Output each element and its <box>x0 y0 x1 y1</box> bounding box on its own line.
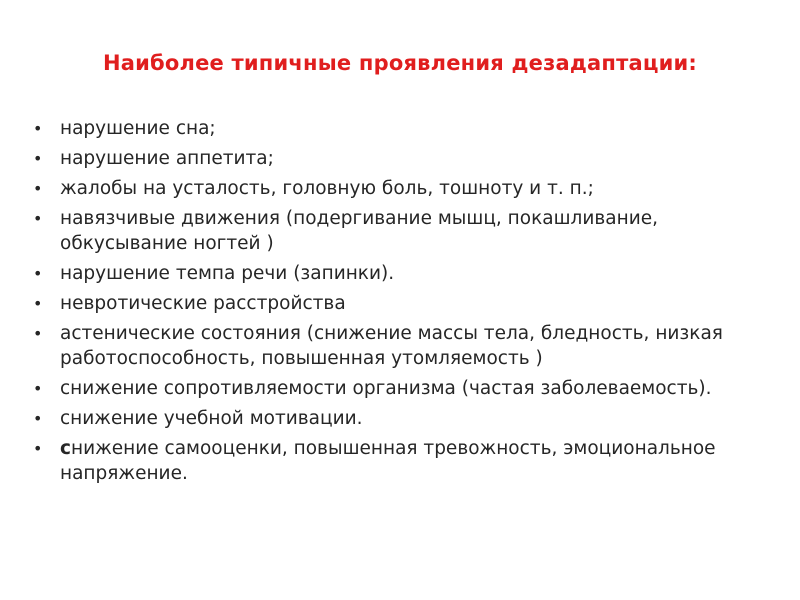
list-item <box>30 406 770 431</box>
list-item-text: нарушение аппетита; <box>60 148 274 169</box>
bullet-icon: • <box>33 439 43 458</box>
list-item <box>30 116 770 141</box>
slide-title: Наиболее типичные проявления дезадаптации: <box>102 51 698 75</box>
list-item <box>30 436 770 486</box>
list-item <box>30 206 770 256</box>
list-item <box>30 146 770 171</box>
bullet-icon: • <box>33 119 43 138</box>
list-item-text: снижение сопротивляемости организма (частая заболеваемость). <box>60 378 712 399</box>
bullet-icon: • <box>33 379 43 398</box>
bullet-icon: • <box>33 294 43 313</box>
list-item <box>30 291 770 316</box>
list-item-text: жалобы на усталость, головную боль, тошноту и т. п.; <box>60 178 594 199</box>
list-item-text-rest: нижение самооценки, повышенная тревожность, эмоциональное напряжение. <box>60 438 716 484</box>
list-item <box>30 261 770 286</box>
list-item-text: нарушение темпа речи (запинки). <box>60 263 395 284</box>
bullet-icon: • <box>33 179 43 198</box>
list-item-text: невротические расстройства <box>60 293 346 314</box>
list-item-text <box>60 438 716 484</box>
list-item <box>30 321 770 371</box>
list-item-text: астенические состояния (снижение массы тела, бледность, низкая работоспособность, повышенная утомляемость ) <box>60 323 723 369</box>
bullet-list <box>30 116 770 491</box>
list-item <box>30 376 770 401</box>
bullet-icon: • <box>33 209 43 228</box>
list-item <box>30 176 770 201</box>
list-item-first-letter: с <box>60 438 71 459</box>
list-item-text: снижение учебной мотивации. <box>60 408 363 429</box>
bullet-icon: • <box>33 149 43 168</box>
list-item-text: нарушение сна; <box>60 118 216 139</box>
bullet-icon: • <box>33 264 43 283</box>
bullet-icon: • <box>33 324 43 343</box>
list-item-text: навязчивые движения (подергивание мышц, покашливание, обкусывание ногтей ) <box>60 208 658 254</box>
bullet-icon: • <box>33 409 43 428</box>
